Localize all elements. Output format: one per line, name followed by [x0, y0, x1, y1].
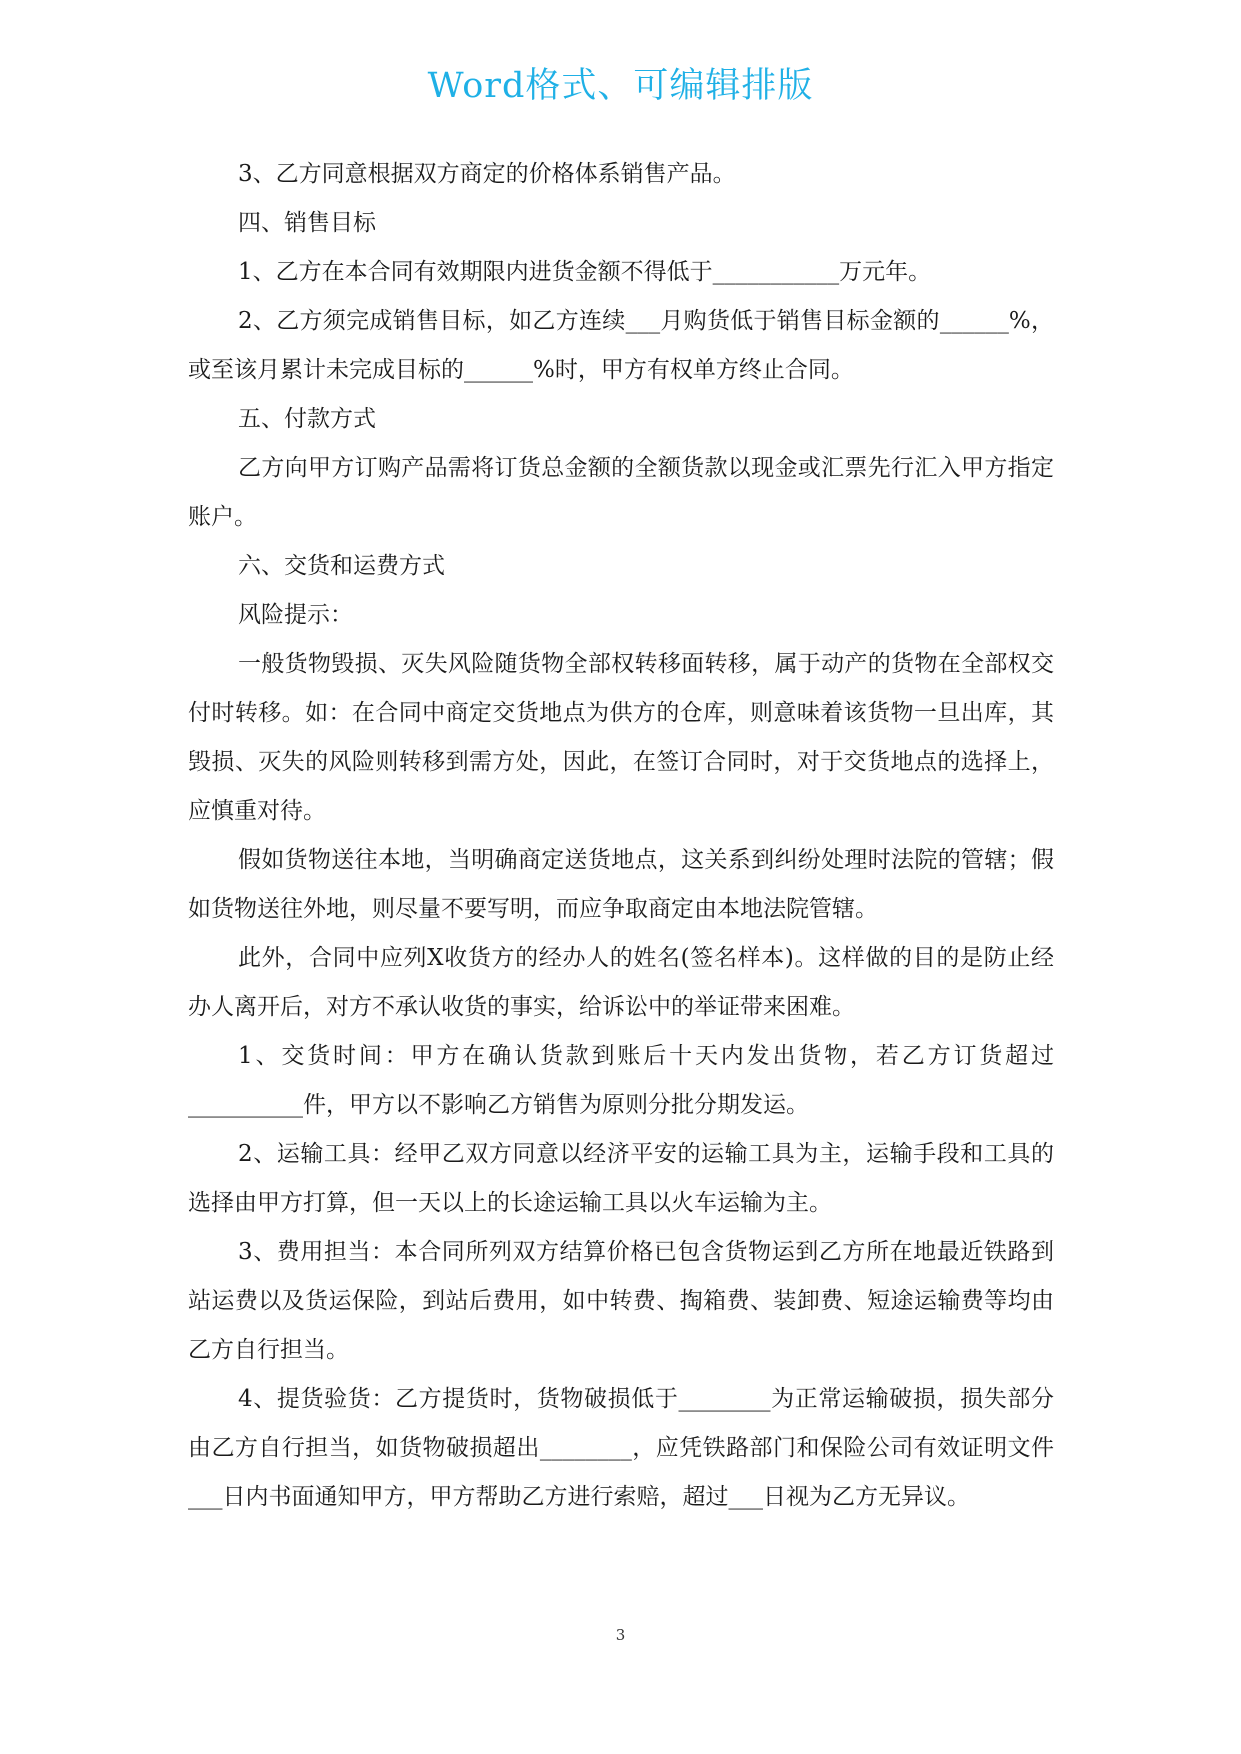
- document-header-title: Word格式、可编辑排版: [427, 66, 814, 106]
- section-heading-delivery-freight: 六、交货和运费方式: [238, 553, 445, 579]
- clause-2-sales-target: 2、乙方须完成销售目标，如乙方连续___月购货低于销售目标金额的______%，或至该月累计未完成目标的______%时，甲方有权单方终止合同。: [188, 308, 1054, 383]
- page-number: 3: [615, 1626, 626, 1644]
- clause-3-price-system: 3、乙方同意根据双方商定的价格体系销售产品。: [238, 161, 736, 187]
- clause-2-transport-tools: 2、运输工具：经甲乙双方同意以经济平安的运输工具为主，运输手段和工具的选择由甲方打算，但一天以上的长途运输工具以火车运输为主。: [188, 1141, 1054, 1216]
- risk-notice-consignee: 此外，合同中应列X收货方的经办人的姓名(签名样本)。这样做的目的是防止经办人离开后，对方不承认收货的事实，给诉讼中的举证带来困难。: [188, 945, 1054, 1020]
- clause-1-delivery-time: 1、交货时间：甲方在确认货款到账后十天内发出货物，若乙方订货超过__________件，甲方以不影响乙方销售为原则分批分期发运。: [188, 1043, 1054, 1118]
- risk-notice-heading: 风险提示：: [238, 602, 353, 628]
- clause-1-purchase-amount: 1、乙方在本合同有效期限内进货金额不得低于___________万元年。: [238, 259, 932, 285]
- payment-method-text: 乙方向甲方订购产品需将订货总金额的全额货款以现金或汇票先行汇入甲方指定账户。: [188, 455, 1054, 530]
- section-heading-sales-target: 四、销售目标: [238, 210, 376, 236]
- risk-notice-jurisdiction: 假如货物送往本地，当明确商定送货地点，这关系到纠纷处理时法院的管辖；假如货物送往外地，则尽量不要写明，而应争取商定由本地法院管辖。: [188, 847, 1054, 922]
- document-body: [188, 150, 1054, 1522]
- section-heading-payment-method: 五、付款方式: [238, 406, 376, 432]
- clause-4-inspection: 4、提货验货：乙方提货时，货物破损低于________为正常运输破损，损失部分由乙方自行担当，如货物破损超出________，应凭铁路部门和保险公司有效证明文件___日内书面通知甲方，甲方帮助乙方进行索赔，超过___日视为乙方无异议。: [188, 1386, 1054, 1510]
- clause-3-cost-bearing: 3、费用担当：本合同所列双方结算价格已包含货物运到乙方所在地最近铁路到站运费以及货运保险，到站后费用，如中转费、掏箱费、装卸费、短途运输费等均由乙方自行担当。: [188, 1239, 1054, 1363]
- risk-notice-transfer: 一般货物毁损、灭失风险随货物全部权转移面转移，属于动产的货物在全部权交付时转移。如：在合同中商定交货地点为供方的仓库，则意味着该货物一旦出库，其毁损、灭失的风险则转移到需方处，因此，在签订合同时，对于交货地点的选择上，应慎重对待。: [188, 651, 1054, 824]
